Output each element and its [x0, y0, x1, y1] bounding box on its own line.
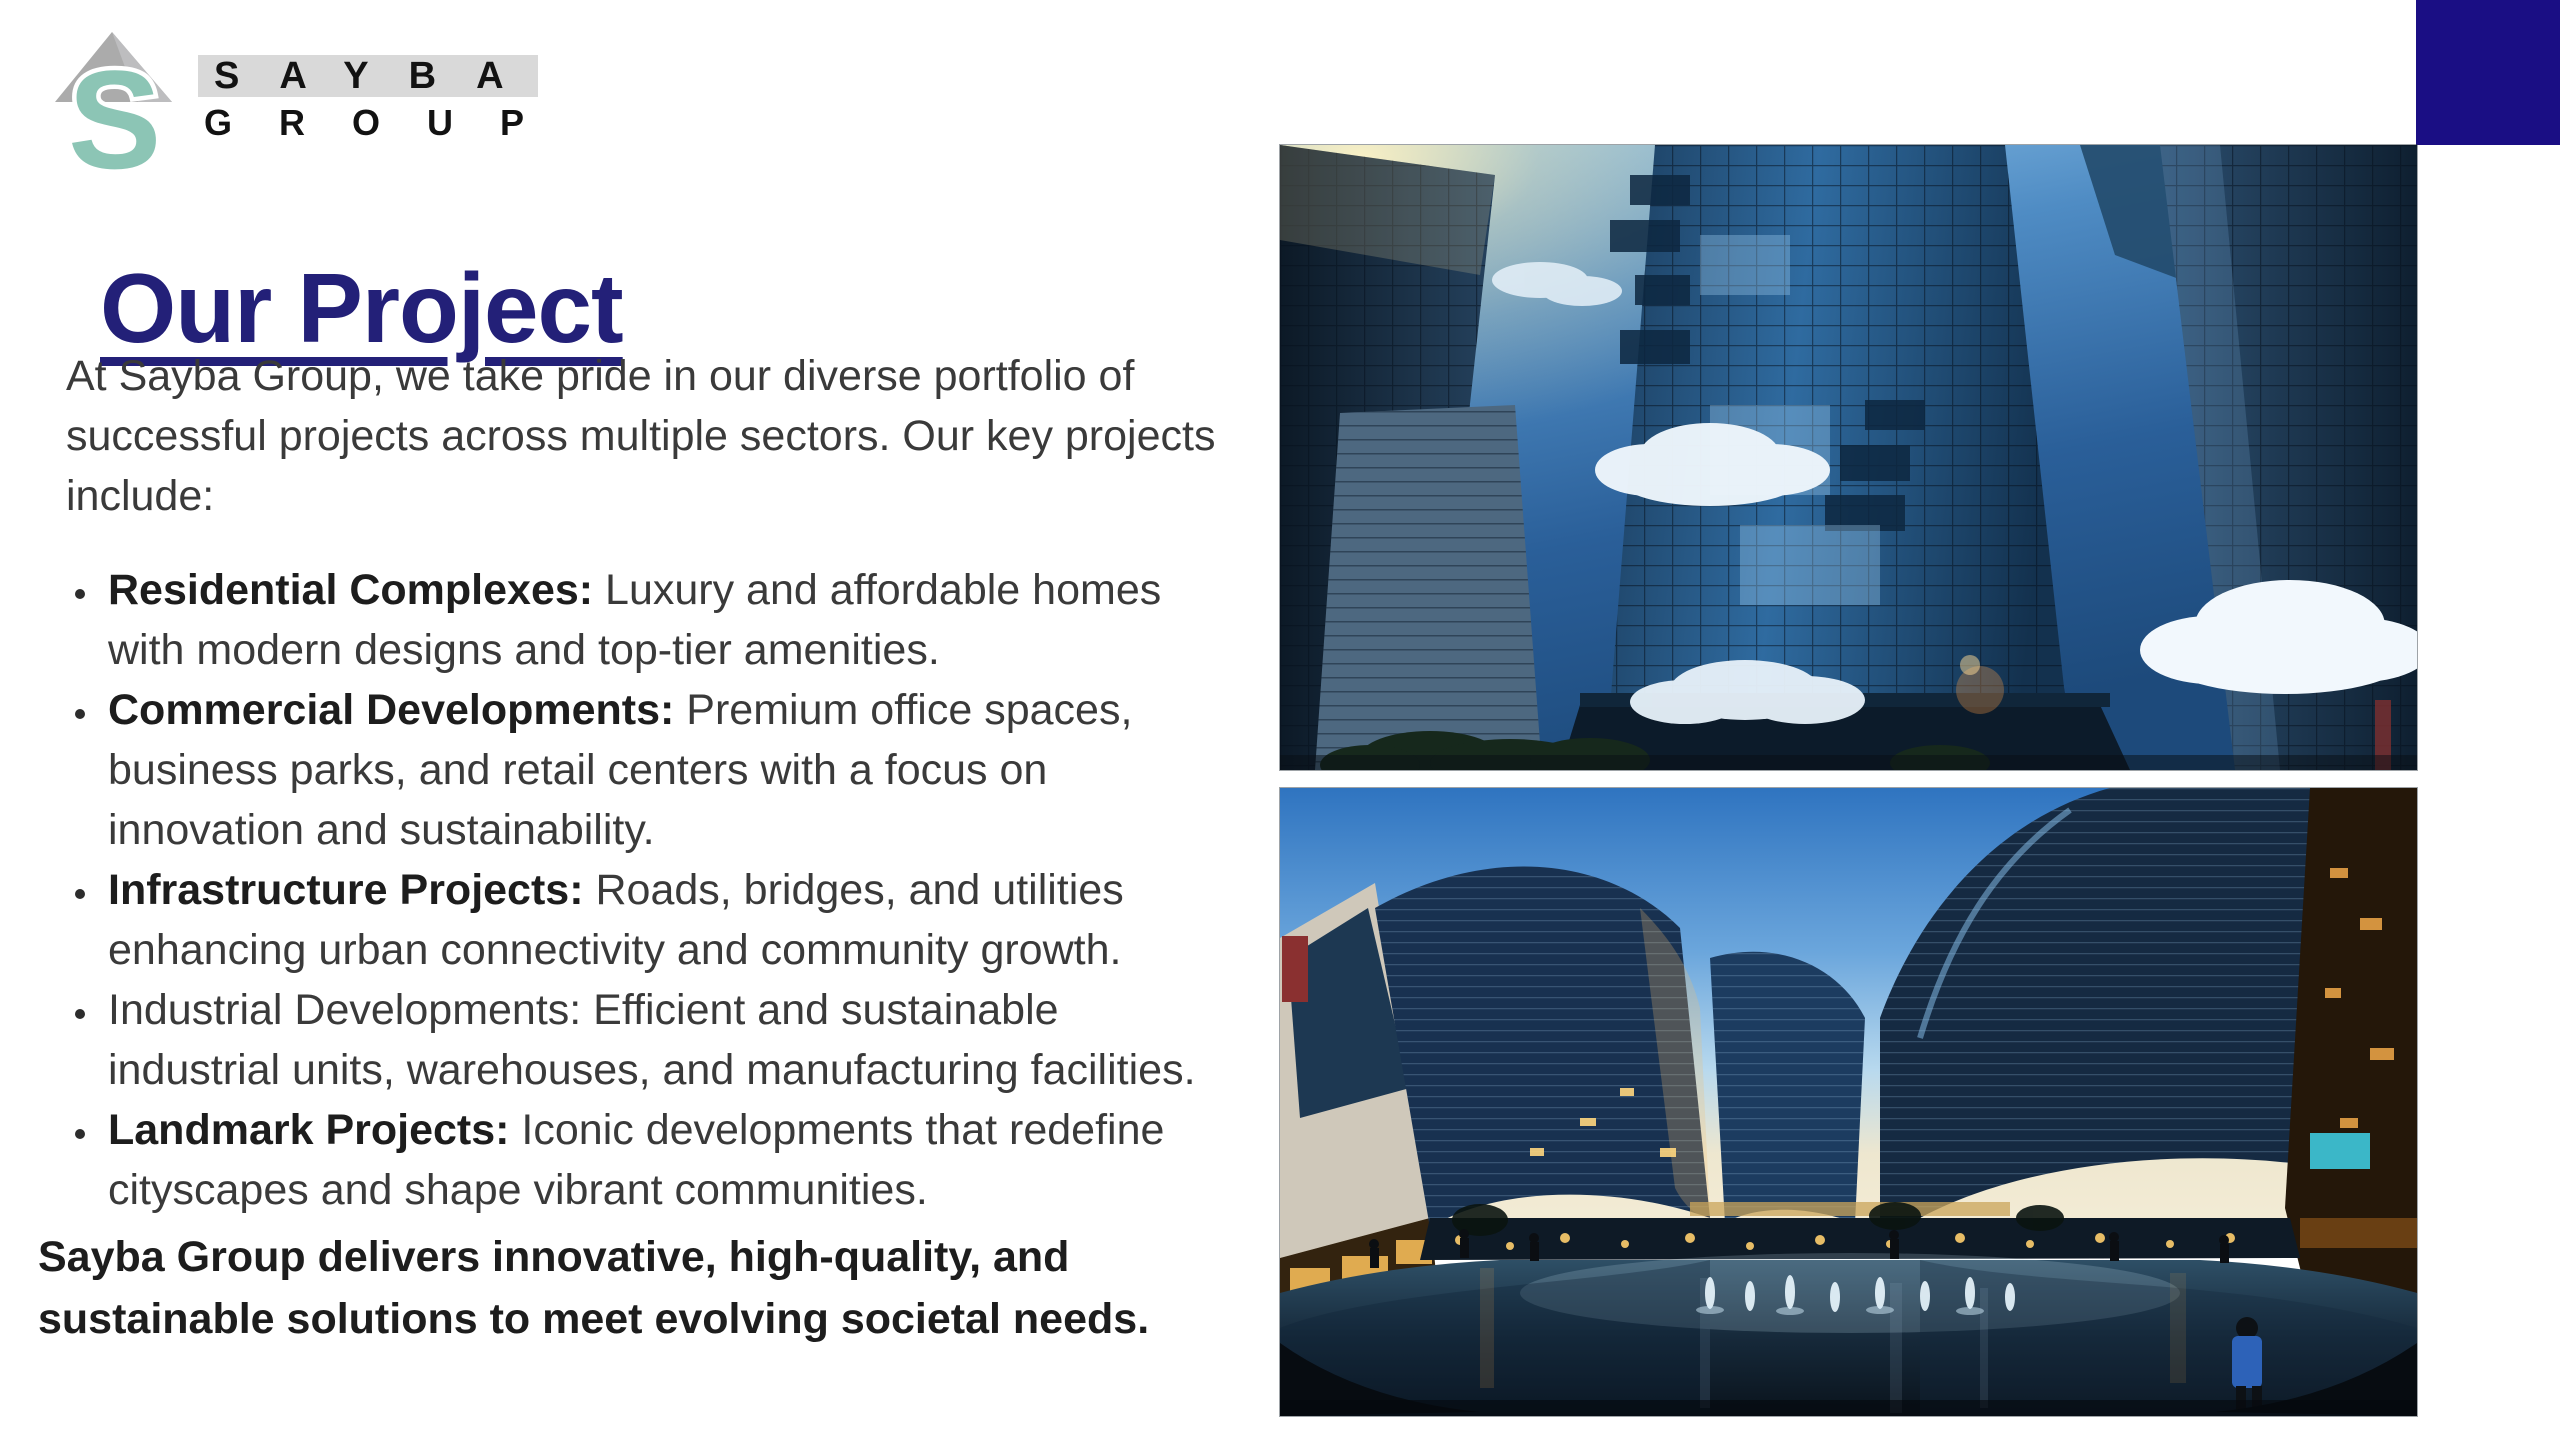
body-copy — [38, 346, 1223, 1350]
closing-statement: Sayba Group delivers innovative, high-quality, and sustainable solutions to meet evolving societal needs. — [38, 1233, 1150, 1343]
plaza-dusk-photo — [1280, 788, 2417, 1416]
bullet-industrial-lead: Industrial Developments: — [108, 986, 582, 1034]
plaza-photo-illustration — [1280, 788, 2417, 1416]
bullet-industrial-text: Efficient and sustainable industrial units, warehouses, and manufacturing facilities. — [108, 986, 1196, 1094]
corner-accent-rect — [2416, 0, 2560, 145]
bullet-commercial — [102, 680, 1197, 860]
intro-paragraph: At Sayba Group, we take pride in our diverse portfolio of successful projects across multiple sectors. Our key projects include: — [66, 352, 1216, 520]
bullet-residential-text: Luxury and affordable homes with modern designs and top-tier amenities. — [108, 566, 1162, 674]
projects-list — [38, 560, 1223, 1220]
logo-word-group: GROUP — [204, 102, 572, 143]
bullet-infrastructure — [102, 860, 1197, 980]
bullet-landmark-text: Iconic developments that redefine cityscapes and shape vibrant communities. — [108, 1106, 1165, 1214]
bullet-residential — [102, 560, 1197, 680]
bullet-infrastructure-lead: Infrastructure Projects: — [108, 866, 584, 914]
page-title: Our Project — [100, 252, 623, 363]
bullet-commercial-lead: Commercial Developments: — [108, 686, 675, 734]
sayba-logo-icon — [40, 20, 240, 180]
skyscrapers-low-angle-photo — [1280, 145, 2417, 770]
bullet-landmark-lead: Landmark Projects: — [108, 1106, 510, 1154]
bullet-infrastructure-text: Roads, bridges, and utilities enhancing urban connectivity and community growth. — [108, 866, 1124, 974]
bullet-residential-lead: Residential Complexes: — [108, 566, 594, 614]
bullet-commercial-text: Premium office spaces, business parks, and retail centers with a focus on innovation and sustainability. — [108, 686, 1133, 854]
bullet-industrial — [102, 980, 1197, 1100]
skyscrapers-photo-illustration — [1280, 145, 2417, 770]
logo-s-letter: S — [68, 41, 162, 180]
bullet-landmark — [102, 1100, 1197, 1220]
logo-word-sayba: SAYBA — [198, 55, 538, 97]
sayba-group-logo — [0, 0, 600, 200]
